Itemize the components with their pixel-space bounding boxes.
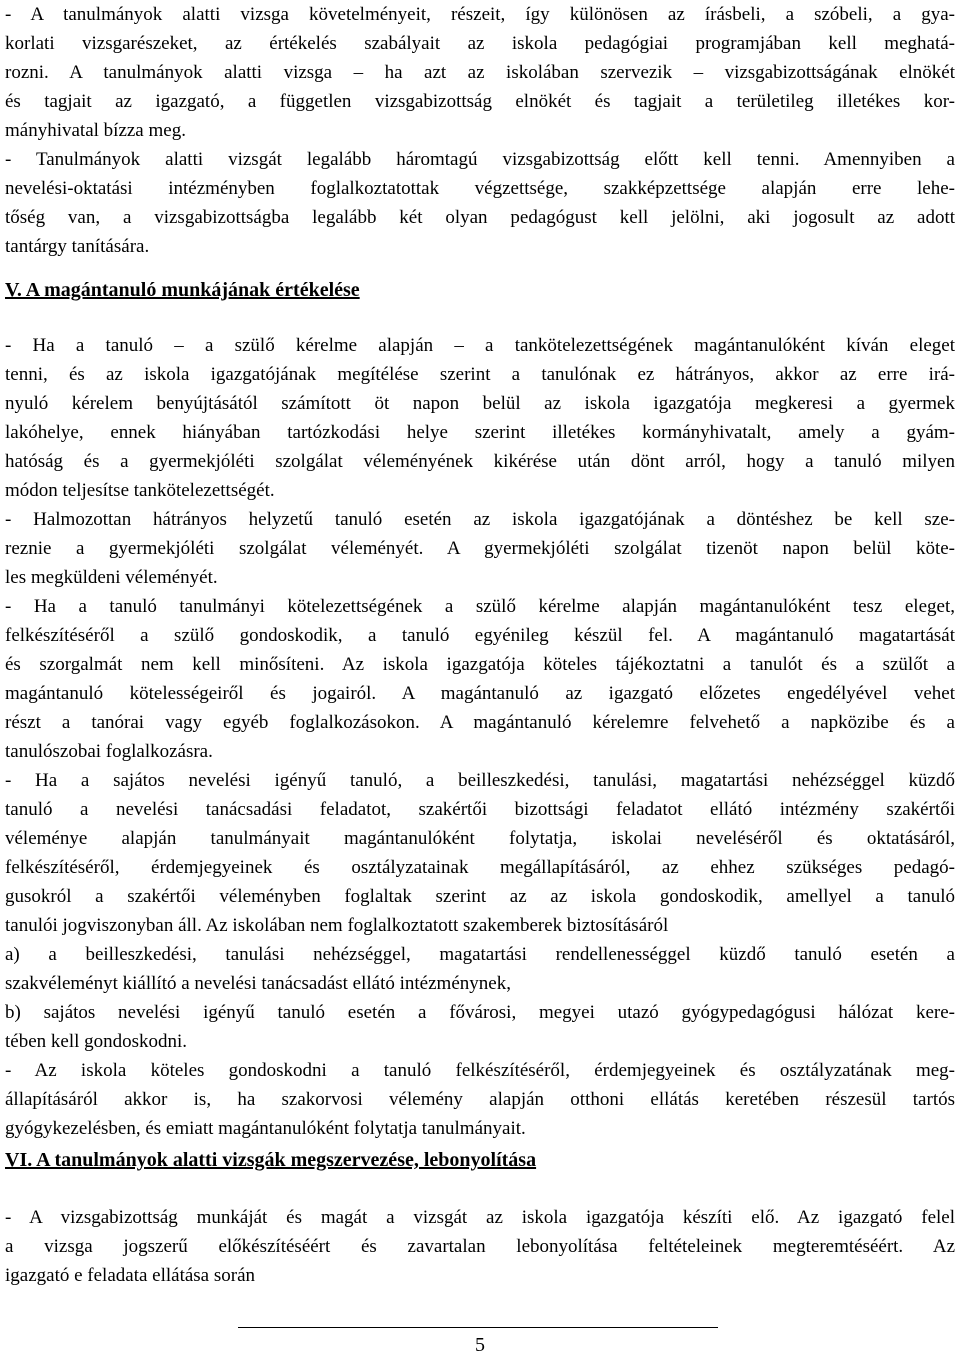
text-line: - Ha a tanuló – a szülő kérelme alapján – a tankötelezettségének magántanulóként kíván eleget <box>5 335 955 356</box>
text-line: - Halmozottan hátrányos helyzetű tanuló esetén az iskola igazgatójának a döntéshez be kell sze- <box>5 509 955 530</box>
text-line: magántanuló kötelességeiről és jogairól. A magántanuló az igazgató előzetes engedélyével vehet <box>5 683 955 704</box>
text-line: felkészítéséről, érdemjegyeinek és osztályzatainak megállapításáról, az ehhez szükséges pedagó- <box>5 857 955 878</box>
text-line: részt a tanórai vagy egyéb foglalkozásokon. A magántanuló kérelemre felvehető a napközibe és a <box>5 712 955 733</box>
text-line: felkészítéséről a szülő gondoskodik, a tanuló egyénileg készül fel. A magántanuló magatartását <box>5 625 955 646</box>
text-line: - Ha a tanuló tanulmányi kötelezettségének a szülő kérelme alapján magántanulóként tesz eleget, <box>5 596 955 617</box>
text-line: - Ha a sajátos nevelési igényű tanuló, a beilleszkedési, tanulási, magatartási nehézséggel küzdő <box>5 770 955 791</box>
text-line: b) sajátos nevelési igényű tanuló esetén a fővárosi, megyei utazó gyógypedagógusi hálózat kere- <box>5 1002 955 1023</box>
text-line: - Az iskola köteles gondoskodni a tanuló felkészítéséről, érdemjegyeinek és osztályzatának meg- <box>5 1060 955 1081</box>
paragraph-exam-requirements <box>5 0 955 261</box>
page-number: 5 <box>475 1334 485 1356</box>
section-heading-6: VI. A tanulmányok alatti vizsgák megszervezése, lebonyolítása <box>5 1149 537 1171</box>
text-line: igazgató e feladata ellátása során <box>5 1265 256 1286</box>
text-line: és tagjait az igazgató, a független vizsgabizottság elnökét és tagjait a területileg illetékes kor- <box>5 91 955 112</box>
text-line: tőség van, a vizsgabizottságba legalább két olyan pedagógust kell jelölni, aki jogosult az adott <box>5 207 955 228</box>
text-line: tenni, és az iskola igazgatójának megítélése szerint a tanulónak ez hátrányos, akkor az erre irá- <box>5 364 955 385</box>
text-line: les megküldeni véleményét. <box>5 567 218 588</box>
section-heading-5: V. A magántanuló munkájának értékelése <box>5 279 360 301</box>
text-line: tanulói jogviszonyban áll. Az iskolában nem foglalkoztatott szakemberek biztosításáról <box>5 915 669 936</box>
text-line: reznie a gyermekjóléti szolgálat véleményét. A gyermekjóléti szolgálat tizenöt napon belül köte- <box>5 538 955 559</box>
text-line: és szorgalmát nem kell minősíteni. Az iskola igazgatója köteles tájékoztatni a tanulót és a szülőt a <box>5 654 955 675</box>
text-line: nyuló kérelem benyújtásától számított öt napon belül az iskola igazgatója megkeresi a gyermek <box>5 393 955 414</box>
text-line: - A tanulmányok alatti vizsga követelményeit, részeit, így különösen az írásbeli, a szóbeli, a gya- <box>5 4 955 25</box>
text-line: tében kell gondoskodni. <box>5 1031 188 1052</box>
text-line: tanuló a nevelési tanácsadási feladatot, szakértői bizottsági feladatot ellátó intézmény szakértői <box>5 799 955 820</box>
text-line: - A vizsgabizottság munkáját és magát a vizsgát az iskola igazgatója készíti elő. Az igazgató felel <box>5 1207 955 1228</box>
text-line: véleménye alapján tanulmányait magántanulóként folytatja, iskolai neveléséről és oktatásáról, <box>5 828 955 849</box>
text-line: hatóság és a gyermekjóléti szolgálat véleményének kikérése után dönt arról, hogy a tanuló milyen <box>5 451 955 472</box>
section-6-body <box>5 1203 955 1290</box>
text-line: gyógykezelésben, és emiatt magántanulóként folytatja tanulmányait. <box>5 1118 526 1139</box>
text-line: módon teljesítse tankötelezettségét. <box>5 480 275 501</box>
text-line: korlati vizsgarészeket, az értékelés szabályait az iskola pedagógiai programjában kell meghatá- <box>5 33 955 54</box>
text-line: mányhivatal bízza meg. <box>5 120 186 141</box>
section-5-body <box>5 331 955 1143</box>
footer-divider <box>238 1327 718 1328</box>
text-line: tantárgy tanítására. <box>5 236 150 257</box>
text-line: szakvéleményt kiállító a nevelési tanácsadást ellátó intézménynek, <box>5 973 511 994</box>
text-line: - Tanulmányok alatti vizsgát legalább háromtagú vizsgabizottság előtt kell tenni. Amennyiben a <box>5 149 955 170</box>
text-line: állapításáról akkor is, ha szakorvosi vélemény alapján otthoni ellátás keretében részesül tartós <box>5 1089 955 1110</box>
text-line: nevelési-oktatási intézményben foglalkoztatottak végzettsége, szakképzettsége alapján erre lehe- <box>5 178 955 199</box>
text-line: rozni. A tanulmányok alatti vizsga – ha azt az iskolában szervezik – vizsgabizottságának elnökét <box>5 62 955 83</box>
text-line: lakóhelye, ennek hiányában tartózkodási helye szerint illetékes kormányhivatalt, amely a gyám- <box>5 422 955 443</box>
text-line: gusokról a szakértői véleményben foglaltak szerint az az iskola gondoskodik, amellyel a tanuló <box>5 886 955 907</box>
text-line: a vizsga jogszerű előkészítéséért és zavartalan lebonyolítása feltételeinek megteremtéséért. Az <box>5 1236 955 1257</box>
text-line: a) a beilleszkedési, tanulási nehézséggel, magatartási rendellenességgel küzdő tanuló esetén a <box>5 944 955 965</box>
text-line: tanulószobai foglalkozásra. <box>5 741 213 762</box>
